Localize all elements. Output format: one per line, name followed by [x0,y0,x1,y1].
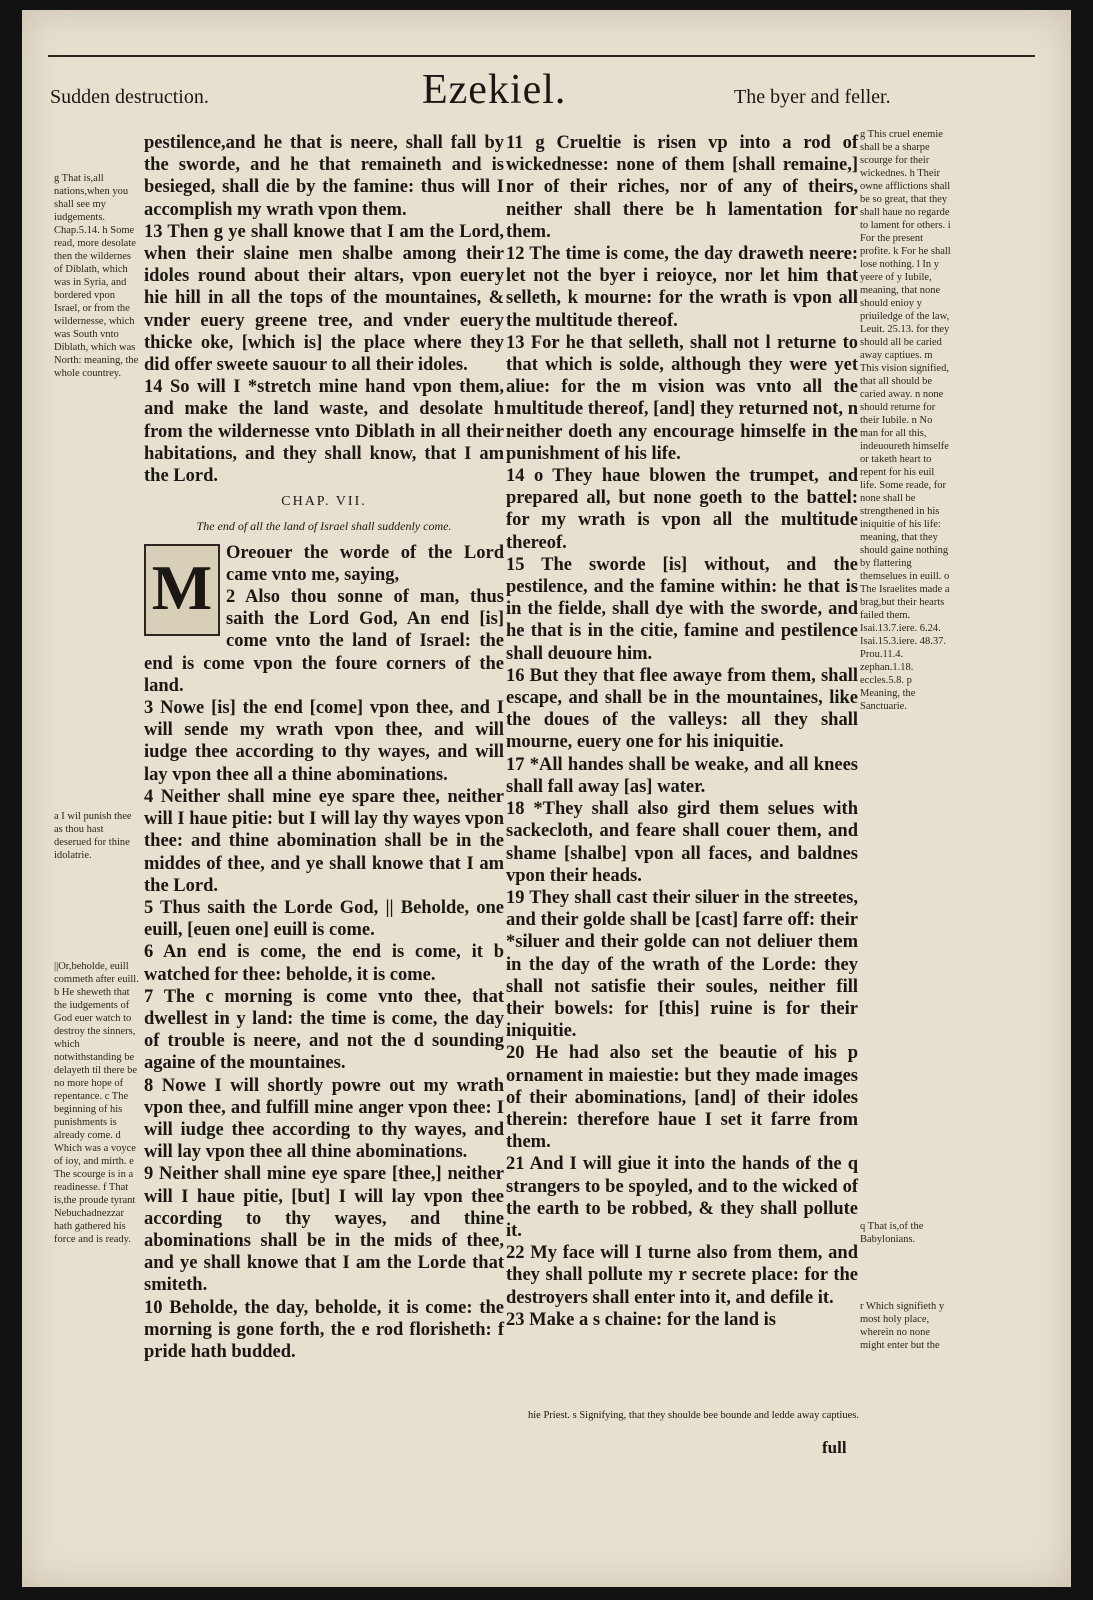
verse-2: 2 Also thou sonne of man, thus saith the Lord God, An end [is] come vnto the land of Israel: the end is come vpon the foure corners of the land. [144,587,504,696]
verse-14: 14 So will I *stretch mine hand vpon them, and make the land waste, and desolate h from the wildernesse vnto Diblath in all their habitations, and they shall know, that I am the Lord. [144,377,504,487]
margin-note-right-2: q That is,of the Babylonians. [860,1221,924,1245]
verse-13: 13 Then g ye shall knowe that I am the Lord, when their slaine men shalbe among their idoles round about their altars, vpon euery hie hill in all the tops of the mountaines, & vnder euery greene tree, and vnder euery thicke oke, [which is] the place where they did offer sweete sauour to all their idoles. [144,221,504,376]
verse-19: 19 They shall cast their siluer in the streetes, and their golde shall be [cast] farre off: their *siluer and their golde can not deliuer them in the day of the wrath of the Lorde: they shall not satisfie their soules, neither fill their bowels: for [this] ruine is for their iniquitie. [506,887,858,1042]
verse-16: 16 But they that flee awaye from them, shall escape, and shall be in the mountaines, like the doues of the valleys: all they shall mourne, euery one for his iniquitie. [506,665,858,753]
running-head-right: The byer and feller. [734,86,891,108]
verse-11: 11 g Crueltie is risen vp into a rod of wickednesse: none of them [shall remaine,] nor of their riches, nor of any of theirs, neither shall there be h lamentation for them. [506,133,858,242]
text-column-left [144,132,504,1363]
verse-22: 22 My face will I turne also from them, and they shall pollute my r secrete place: for the destroyers shall enter into it, and defile it. [506,1243,858,1308]
verse-9: 9 Neither shall mine eye spare [thee,] neither will I haue pitie, [but] I will lay vpon thee according to thy wayes, and thine abominations shall be in the mids of thee, and ye shall knowe that I am the Lorde that smiteth. [144,1164,504,1296]
bible-page [22,10,1071,1587]
verse-12: 12 The time is come, the day draweth neere: let not the byer i reioyce, nor let him that selleth, k mourne: for the wrath is vpon all the multitude thereof. [506,244,858,331]
margin-note-right-1: g This cruel enemie shall be a sharpe scourge for their wickednes. h Their owne afflictions shall be so great, that they shall haue no regarde to lament for others. i For the present profite. k For he shall lose nothing. l In y yeere of y Iubile, meaning, that none should enioy y priuiledge of the law, Leuit. 25.13. for they should all be caried away captiues. m This vision signified, that all should be caried away. n none should returne for their Iubile. n No man for all this, indeuoureth himselfe or taketh heart to repent for his euil life. Some reade, for none shall be strengthened in his iniquitie of his life: meaning, that they should gaine nothing by flattering themselues in euill. o The Israelites made a brag,but their hearts failed them. Isai.13.7.iere. 6.24. Isai.15.3.iere. 48.37. Prou.11.4. zephan.1.18. eccles.5.8. p Meaning, the Sanctuarie. [860,129,951,712]
footnote: hie Priest. s Signifying, that they shoulde bee bounde and ledde away captiues. [528,1410,859,1421]
verse-4: 4 Neither shall mine eye spare thee, neither will I haue pitie: but I will lay thy wayes vpon thee: and thine abomination shall be in the middes of thee, and ye shall knowe that I am the Lord. [144,786,504,896]
verse-continuation: pestilence,and he that is neere, shall fall by the sworde, and he that remaineth and is besieged, shall die by the famine: thus will I accomplish my wrath vpon them. [144,133,504,220]
verse-23: 23 Make a s chaine: for the land is [506,1309,776,1330]
catchword: full [822,1438,847,1457]
verse-17: 17 *All handes shall be weake, and all knees shall fall away [as] water. [506,754,858,797]
verse-15: 15 The sworde [is] without, and the pestilence, and the famine within: he that is in the fielde, shall dye with the sworde, and he that is in the citie, famine and pestilence shall deuoure him. [506,554,858,664]
verse-3: 3 Nowe [is] the end [come] vpon thee, and I will sende my wrath vpon thee, and will iudge thee according to thy wayes, and will lay vpon thee all a thine abominations. [144,698,504,785]
margin-note-left-2: a I wil punish thee as thou hast deserued for thine idolatrie. [54,811,132,861]
margin-note-left-1: g That is,all nations,when you shall see my iudgements. Chap.5.14. h Some read, more desolate then the wildernes of Diblath, which was in Syria, and bordered vpon Israel, or from the wildernesse, which was South vnto Diblath, which was North: meaning, the whole countrey. [54,173,139,379]
verse-10: 10 Beholde, the day, beholde, it is come: the morning is gone forth, the e rod florisheth: f pride hath budded. [144,1297,504,1362]
verse-18: 18 *They shall also gird them selues with sackecloth, and feare shall couer them, and shame [shalbe] vpon all faces, and baldnes vpon their heads. [506,799,858,886]
verse-13b: 13 For he that selleth, shall not l returne to that which is solde, although they were yet aliue: for the m vision was vnto all the multitude thereof, [and] they returned not, n neither doeth any encourage himselfe in the punishment of his life. [506,332,858,464]
verse-20: 20 He had also set the beautie of his p ornament in maiestie: but they made images of their abominations, [and] of their idoles therein: therefore haue I set it farre from them. [506,1043,858,1153]
book-title: Ezekiel. [422,67,567,113]
running-head-left: Sudden destruction. [50,86,209,108]
margin-note-right-3: r Which signifieth y most holy place, wherein no none might enter but the [860,1301,945,1351]
verse-6: 6 An end is come, the end is come, it b watched for thee: beholde, it is come. [144,942,504,985]
verse-14b: 14 o They haue blowen the trumpet, and prepared all, but none goeth to the battel: for my wrath is vpon all the multitude thereof. [506,466,858,553]
verse-1: Oreouer the worde of the Lord came vnto me, saying, [226,542,504,585]
header-rule [48,55,1035,57]
margin-note-left-3: ||Or,beholde, euill commeth after euill. b He sheweth that the iudgements of God euer watch to destroy the sinners, which notwithstanding be delayeth til there be no more hope of repentance. c The beginning of his punishments is already come. d Which was a voyce of ioy, and mirth. e The scourge is in a readinesse. f That is,the proude tyrant Nebuchadnezzar hath gathered his force and is ready. [54,961,139,1245]
verse-7: 7 The c morning is come vnto thee, that dwellest in y land: the time is come, the day of trouble is neere, and not the d sounding againe of the mountaines. [144,986,504,1074]
chapter-summary: The end of all the land of Israel shall suddenly come. [196,519,452,534]
decorated-initial: M [144,544,220,636]
chapter-heading: CHAP. VII. [281,494,367,510]
verse-5: 5 Thus saith the Lorde God, || Beholde, one euill, [euen one] euill is come. [144,897,504,941]
verse-8: 8 Nowe I will shortly powre out my wrath vpon thee, and fulfill mine anger vpon thee: I will iudge thee according to thy wayes, and will lay vpon thee all thine abominations. [144,1075,504,1163]
text-column-right [506,132,858,1331]
verse-21: 21 And I will giue it into the hands of the q strangers to be spoyled, and to the wicked of the earth to be robbed, & they shall pollute it. [506,1154,858,1241]
